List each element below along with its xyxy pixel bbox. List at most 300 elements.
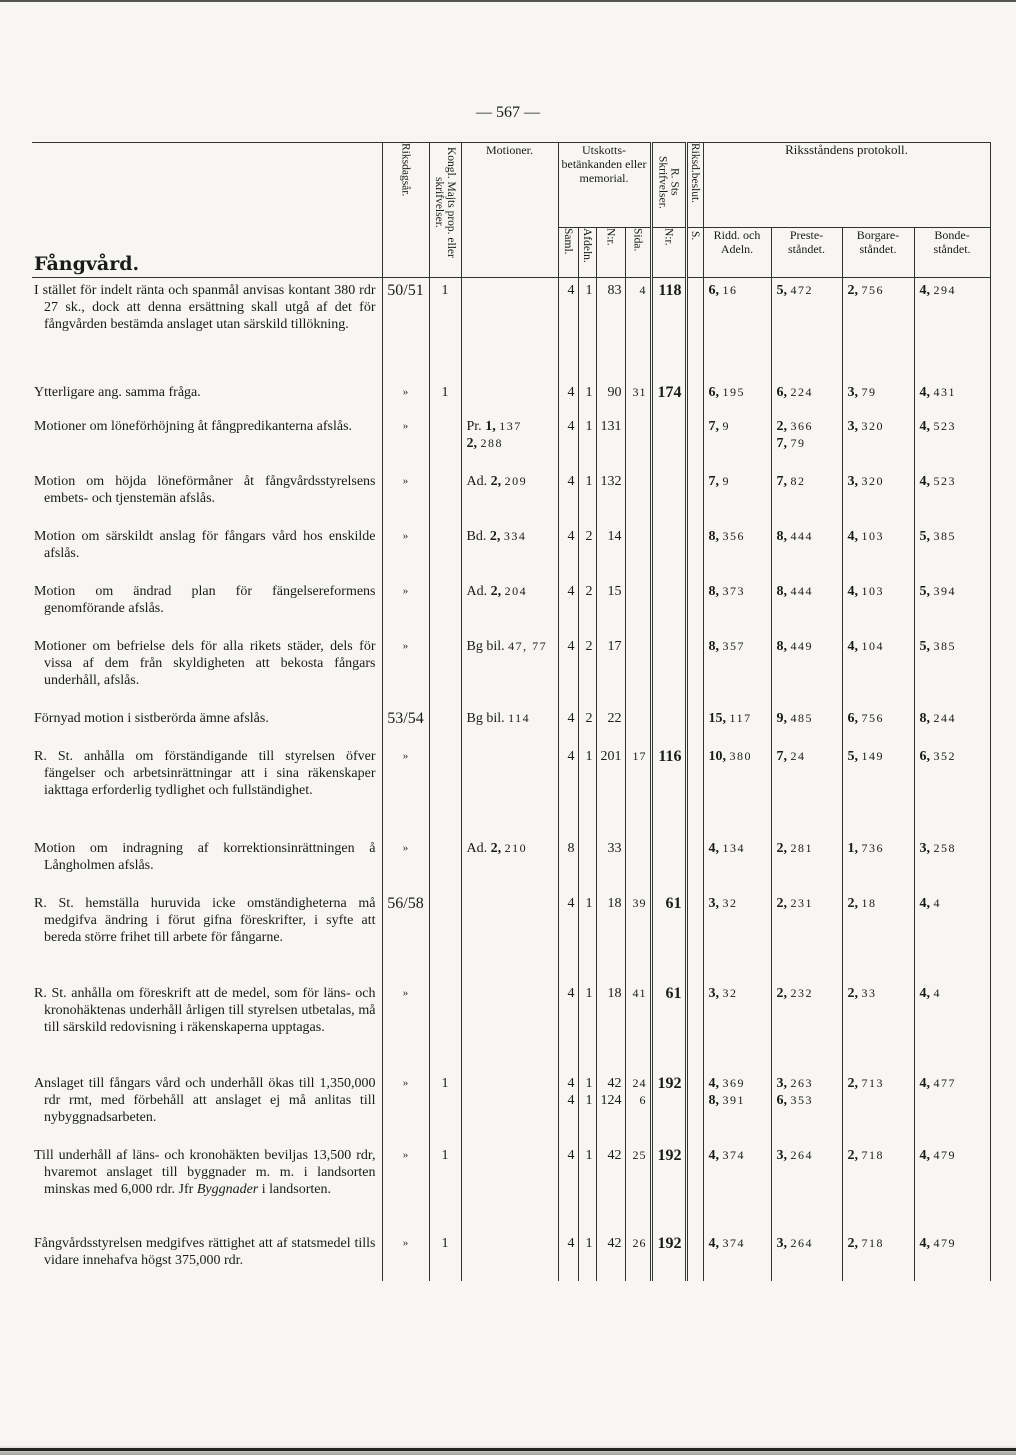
row-ridd-bold: 8, [708, 528, 720, 544]
row-description: Fångvårdsstyrelsen medgifves rättighet att af statsmedel tills vidare innehafva högst 375,000 rdr. [34, 1235, 376, 1268]
row-riksdbeslut-s [686, 278, 703, 380]
row-ridd [703, 579, 771, 634]
row-ridd [703, 414, 771, 469]
row-preste [771, 380, 842, 414]
row-ridd [703, 891, 771, 981]
row-motion-number: 47, 77 [508, 638, 548, 653]
row-sida-value: 25 [632, 1147, 647, 1162]
row-afdeln-value: 1 [585, 418, 593, 434]
header-sida-label: Sida. [631, 228, 644, 252]
row-nr [596, 1143, 625, 1231]
row-afdeln-value: 1 [585, 895, 593, 911]
row-sida-value: 4 [639, 283, 647, 297]
row-bonde-bold: 5, [919, 583, 931, 599]
row-sida-value: 41 [632, 985, 647, 1000]
row-riksdbeslut-s [686, 414, 703, 469]
row-sida [625, 1143, 651, 1231]
row-motioner [461, 706, 558, 744]
row-motion-number: 204 [504, 583, 528, 598]
row-ridd-number2: 391 [722, 1092, 746, 1107]
row-preste [771, 1231, 842, 1281]
row-preste-bold: 8, [776, 583, 788, 599]
row-preste-bold: 8, [776, 528, 788, 544]
row-afdeln [578, 1071, 596, 1143]
row-ridd-number: 16 [722, 283, 738, 297]
row-borgare-bold: 3, [847, 473, 859, 489]
row-ridd-bold: 4, [708, 1147, 720, 1163]
row-sida [625, 891, 651, 981]
row-preste-number: 24 [790, 748, 806, 763]
row-borgare-bold: 4, [847, 583, 859, 599]
row-borgare-number: 718 [861, 1147, 885, 1162]
header-afdeln-label: Afdeln. [581, 228, 593, 263]
row-riksdagsar-value: » [402, 529, 409, 542]
row-afdeln [578, 744, 596, 836]
row-motioner [461, 981, 558, 1071]
row-kongl [429, 524, 461, 579]
row-nr [596, 469, 625, 524]
row-riksdagsar-value: » [402, 1236, 409, 1249]
row-rsts-nr-value: 61 [665, 984, 682, 1002]
header-ridd: Ridd. och Adeln. [703, 228, 771, 278]
row-nr [596, 524, 625, 579]
row-ridd-number: 32 [722, 895, 738, 910]
row-preste [771, 1071, 842, 1143]
row-ridd-bold: 3, [708, 985, 720, 1001]
header-riksdbeslut [686, 143, 703, 228]
row-nr [596, 634, 625, 706]
row-ridd-bold: 6, [708, 283, 720, 298]
row-riksdagsar [382, 744, 429, 836]
row-bonde-bold: 5, [919, 638, 931, 654]
row-bonde-bold: 4, [919, 384, 931, 400]
row-preste-bold: 9, [776, 710, 788, 726]
header-riksdagsar-label: Riksdagsår. [399, 143, 412, 197]
row-saml [558, 1231, 578, 1281]
row-riksdbeslut-s [686, 634, 703, 706]
row-saml-value: 4 [567, 473, 575, 489]
row-ridd-number: 374 [722, 1235, 746, 1250]
row-sida [625, 469, 651, 524]
row-motioner [461, 524, 558, 579]
row-borgare-number: 756 [861, 710, 885, 725]
row-rsts-nr [651, 1071, 686, 1143]
row-riksdagsar [382, 469, 429, 524]
row-nr-value: 18 [607, 985, 622, 1001]
table-row [32, 836, 990, 891]
row-rsts-nr [651, 706, 686, 744]
row-ridd-number: 357 [722, 638, 746, 653]
row-ridd-bold: 7, [708, 418, 720, 434]
row-afdeln-value: 1 [585, 283, 593, 298]
row-ridd [703, 380, 771, 414]
row-riksdagsar [382, 1143, 429, 1231]
row-motion-prefix: Ad. [466, 473, 488, 489]
row-ridd-bold: 6, [708, 384, 720, 400]
row-afdeln-value: 1 [585, 1235, 593, 1251]
row-preste-bold: 8, [776, 638, 788, 654]
row-bonde [914, 1231, 990, 1281]
row-afdeln [578, 278, 596, 380]
row-kongl [429, 1231, 461, 1281]
row-preste-bold: 7, [776, 748, 788, 764]
row-rsts-nr [651, 981, 686, 1071]
row-bonde-number: 4 [933, 985, 942, 1000]
row-ridd-number: 134 [722, 840, 746, 855]
row-bonde-bold: 5, [919, 528, 931, 544]
row-sida [625, 634, 651, 706]
row-borgare-number: 33 [861, 985, 877, 1000]
row-ridd-bold: 4, [708, 840, 720, 856]
row-ridd [703, 469, 771, 524]
row-description: Till underhåll af läns- och kronohäkten beviljas 13,500 rdr, hvaremot anslaget till byggnader m. m. i landsorten minskas med 6,000 rdr. Jfr [34, 1147, 376, 1197]
row-preste-number: 485 [790, 710, 814, 725]
row-bonde [914, 981, 990, 1071]
row-saml [558, 380, 578, 414]
row-kongl [429, 634, 461, 706]
row-description-italic: Byggnader [196, 1181, 259, 1197]
row-borgare-number: 104 [861, 638, 885, 653]
row-preste [771, 634, 842, 706]
row-saml-value: 4 [567, 528, 575, 544]
row-borgare-bold: 4, [847, 638, 859, 654]
row-rsts-nr [651, 524, 686, 579]
row-sida [625, 524, 651, 579]
row-borgare-bold: 2, [847, 1075, 859, 1091]
row-rsts-nr [651, 1231, 686, 1281]
row-kongl [429, 469, 461, 524]
row-sida [625, 380, 651, 414]
row-borgare-number: 718 [861, 1235, 885, 1250]
row-bonde-bold: 4, [919, 895, 931, 911]
section-title-cell [32, 143, 382, 278]
row-preste [771, 1143, 842, 1231]
row-sida [625, 744, 651, 836]
row-nr-value: 22 [607, 710, 622, 726]
row-ridd [703, 1143, 771, 1231]
row-motion-prefix: Pr. [466, 418, 482, 434]
table-row [32, 981, 990, 1071]
row-riksdagsar [382, 1231, 429, 1281]
row-bonde-number: 523 [933, 418, 957, 433]
row-borgare-number: 320 [861, 473, 885, 488]
row-nr-value: 18 [607, 895, 622, 911]
row-preste-bold2: 7, [776, 435, 788, 451]
row-description: Motion om särskildt anslag för fångars vård hos enskilde afslås. [34, 528, 376, 561]
row-nr-value: 90 [607, 384, 622, 400]
row-bonde [914, 524, 990, 579]
row-nr [596, 414, 625, 469]
row-motioner [461, 380, 558, 414]
row-afdeln-value: 1 [585, 1075, 593, 1091]
row-description: Motioner om befrielse dels för alla rikets städer, dels för vissa af dem från skyldigheten att bekosta fångars underhåll, afslås. [34, 638, 376, 688]
row-kongl [429, 981, 461, 1071]
row-bonde-number: 479 [933, 1147, 957, 1162]
page-number: — 567 — [476, 104, 540, 121]
page-bottom-rule [0, 1448, 1016, 1451]
row-motion-prefix: Bd. [466, 528, 487, 544]
row-motion-prefix: Bg bil. [466, 638, 505, 654]
register-table-sheet [32, 142, 990, 1272]
row-riksdbeslut-s [686, 1231, 703, 1281]
row-saml-value: 4 [567, 710, 575, 726]
row-motioner [461, 1071, 558, 1143]
row-riksdbeslut-s [686, 1143, 703, 1231]
row-preste-number: 232 [790, 985, 814, 1000]
table-row [32, 1231, 990, 1281]
row-riksdbeslut-s [686, 744, 703, 836]
row-saml-value: 8 [567, 840, 575, 856]
table-row [32, 1071, 990, 1143]
row-bonde-bold: 4, [919, 985, 931, 1001]
row-bonde [914, 278, 990, 380]
header-utskotts: Utskotts- betänkanden eller memorial. [558, 143, 651, 228]
header-nr [596, 228, 625, 278]
header-rsts-label: R. Sts Skrifvelser. [656, 155, 681, 209]
row-bonde [914, 836, 990, 891]
row-preste-number: 444 [790, 583, 814, 598]
row-bonde [914, 1143, 990, 1231]
row-description: Förnyad motion i sistberörda ämne afslås. [34, 710, 269, 726]
row-sida [625, 1231, 651, 1281]
row-borgare-number: 149 [861, 748, 885, 763]
row-saml [558, 1071, 578, 1143]
row-borgare [842, 469, 914, 524]
row-kongl-value: 1 [441, 1235, 449, 1251]
row-preste-number: 444 [790, 528, 814, 543]
row-riksdbeslut-s [686, 891, 703, 981]
row-nr-value: 14 [607, 528, 622, 544]
row-saml [558, 836, 578, 891]
row-saml [558, 744, 578, 836]
row-rsts-nr [651, 744, 686, 836]
row-nr-value: 42 [607, 1147, 622, 1163]
row-kongl [429, 706, 461, 744]
row-sida-value2: 6 [639, 1092, 647, 1107]
row-ridd [703, 981, 771, 1071]
row-description: R. St. anhålla om förständigande till styrelsen öfver fängelser och arbetsinrättningar att i sina räkenskaper iakttaga erforderlig tydlighet och fullständighet. [34, 748, 376, 798]
row-description-cell [32, 414, 382, 469]
row-ridd [703, 744, 771, 836]
row-nr [596, 706, 625, 744]
row-riksdagsar-value: » [402, 474, 409, 487]
row-sida [625, 1071, 651, 1143]
row-riksdagsar [382, 981, 429, 1071]
row-preste [771, 891, 842, 981]
row-borgare [842, 744, 914, 836]
row-riksdbeslut-s [686, 380, 703, 414]
row-description-cell [32, 1071, 382, 1143]
row-description: Motion om höjda löneförmåner åt fångvårdsstyrelsens embets- och tjenstemän afslås. [34, 473, 376, 506]
row-kongl [429, 836, 461, 891]
row-afdeln-value2: 1 [585, 1092, 593, 1108]
row-description-cell [32, 579, 382, 634]
row-borgare-bold: 3, [847, 384, 859, 400]
row-kongl [429, 278, 461, 380]
row-sida [625, 981, 651, 1071]
row-saml-value: 4 [567, 895, 575, 911]
row-kongl [429, 744, 461, 836]
row-afdeln-value: 1 [585, 748, 593, 764]
header-kongl-label: Kongl. Majts prop. eller skrifvelser. [433, 146, 457, 258]
row-ridd-number: 9 [722, 473, 731, 488]
row-ridd-bold: 7, [708, 473, 720, 489]
row-kongl [429, 1071, 461, 1143]
row-borgare-number: 103 [861, 528, 885, 543]
row-afdeln [578, 524, 596, 579]
row-preste-number: 224 [790, 384, 814, 399]
row-description-cell [32, 469, 382, 524]
row-motioner [461, 1231, 558, 1281]
row-riksdagsar-value: » [402, 986, 409, 999]
row-motioner [461, 891, 558, 981]
row-kongl [429, 380, 461, 414]
row-afdeln-value: 2 [585, 638, 593, 654]
row-preste [771, 706, 842, 744]
row-description: Anslaget till fångars vård och underhåll ökas till 1,350,000 rdr rmt, med förbehåll att anslaget ej må anlitas till nybyggnadsarbeten. [34, 1075, 376, 1125]
row-rsts-nr [651, 579, 686, 634]
row-preste-bold: 5, [776, 283, 788, 298]
row-motioner [461, 579, 558, 634]
row-ridd-bold: 3, [708, 895, 720, 911]
row-description-cell [32, 1143, 382, 1231]
row-description-cell [32, 524, 382, 579]
section-title: Fångvård. [34, 253, 140, 275]
row-bonde-bold: 4, [919, 418, 931, 434]
row-bonde-bold: 4, [919, 1235, 931, 1251]
row-afdeln [578, 1231, 596, 1281]
row-afdeln-value: 2 [585, 710, 593, 726]
row-motioner [461, 414, 558, 469]
row-rsts-nr-value: 192 [657, 1146, 682, 1164]
table-row [32, 891, 990, 981]
row-ridd-bold: 10, [708, 748, 727, 764]
table-row [32, 634, 990, 706]
row-borgare-number: 18 [861, 895, 877, 910]
row-kongl [429, 891, 461, 981]
row-motion-number: 209 [504, 473, 528, 488]
row-ridd-number: 356 [722, 528, 746, 543]
row-afdeln-value: 2 [585, 528, 593, 544]
row-riksdagsar-value: » [402, 639, 409, 652]
row-preste-number: 281 [790, 840, 814, 855]
row-motioner [461, 469, 558, 524]
table-row [32, 524, 990, 579]
row-preste-bold: 2, [776, 895, 788, 911]
row-riksdbeslut-s [686, 836, 703, 891]
row-preste-number: 82 [790, 473, 806, 488]
row-riksdbeslut-s [686, 469, 703, 524]
row-afdeln [578, 414, 596, 469]
row-preste-bold: 3, [776, 1075, 788, 1091]
row-description: I stället för indelt ränta och spanmål anvisas kontant 380 rdr 27 sk., dock att denna ersättning skall utgå af det för fångvården bestämda anslaget utan särskild tillökning. [34, 283, 376, 332]
row-bonde-bold: 4, [919, 473, 931, 489]
row-motion-prefix: Bg bil. [466, 710, 505, 726]
row-ridd-bold2: 8, [708, 1092, 720, 1108]
row-description-cell [32, 380, 382, 414]
register-table [32, 142, 991, 1281]
row-borgare-number: 736 [861, 840, 885, 855]
row-bonde-number: 431 [933, 384, 957, 399]
row-bonde-bold: 8, [919, 710, 931, 726]
row-motion-number: 210 [504, 840, 528, 855]
header-riksdbeslut-label: Riksd.beslut. [689, 143, 702, 204]
row-riksdagsar [382, 706, 429, 744]
row-description: R. St. anhålla om föreskrift att de medel, som för läns- och kronohäktenas underhåll årligen till styrelsen utbetalas, må till särskild redovisning i räkenskaperna upptagas. [34, 985, 376, 1035]
row-bonde-number: 385 [933, 638, 957, 653]
row-saml [558, 706, 578, 744]
row-nr-value: 15 [607, 583, 622, 599]
row-rsts-nr [651, 469, 686, 524]
row-rsts-nr [651, 891, 686, 981]
row-riksdagsar-value: » [402, 749, 409, 762]
table-row [32, 278, 990, 380]
row-preste-number: 264 [790, 1147, 814, 1162]
header-riksdagsar [382, 143, 429, 278]
row-saml-value: 4 [567, 384, 575, 400]
row-riksdagsar [382, 524, 429, 579]
row-sida-value: 39 [632, 895, 647, 910]
row-ridd [703, 836, 771, 891]
row-preste-number: 366 [790, 418, 814, 433]
row-description-cell [32, 1231, 382, 1281]
row-saml [558, 469, 578, 524]
row-afdeln [578, 579, 596, 634]
row-bonde-number: 294 [933, 283, 957, 297]
header-preste: Preste- ståndet. [771, 228, 842, 278]
row-sida [625, 278, 651, 380]
row-bonde-number: 258 [933, 840, 957, 855]
row-kongl-value: 1 [441, 384, 449, 400]
row-bonde-number: 385 [933, 528, 957, 543]
row-ridd-number: 380 [729, 748, 753, 763]
row-ridd-number: 195 [722, 384, 746, 399]
row-riksdbeslut-s [686, 579, 703, 634]
row-preste-number: 231 [790, 895, 814, 910]
table-row [32, 1143, 990, 1231]
row-motioner [461, 634, 558, 706]
row-preste-number: 263 [790, 1075, 814, 1090]
row-preste [771, 981, 842, 1071]
row-ridd [703, 1231, 771, 1281]
row-riksdbeslut-s [686, 1071, 703, 1143]
row-saml [558, 414, 578, 469]
row-bonde-bold: 3, [919, 840, 931, 856]
row-borgare-bold: 4, [847, 528, 859, 544]
row-ridd [703, 1071, 771, 1143]
row-riksdagsar [382, 836, 429, 891]
row-description-cell [32, 836, 382, 891]
row-riksdagsar [382, 891, 429, 981]
row-motion-number: 334 [503, 528, 527, 543]
row-ridd [703, 524, 771, 579]
row-description: Motioner om löneförhöjning åt fångpredikanterna afslås. [34, 418, 353, 434]
row-ridd-bold: 15, [708, 710, 727, 726]
row-kongl [429, 579, 461, 634]
row-bonde [914, 1071, 990, 1143]
row-borgare [842, 634, 914, 706]
row-borgare [842, 891, 914, 981]
row-nr-value: 17 [607, 638, 622, 654]
header-saml-label: Saml. [562, 228, 574, 255]
row-riksdagsar-value: » [402, 385, 409, 398]
row-bonde-number: 523 [933, 473, 957, 488]
row-borgare-bold: 1, [847, 840, 859, 856]
row-nr [596, 1231, 625, 1281]
row-bonde-bold: 4, [919, 1147, 931, 1163]
row-borgare-number: 79 [861, 384, 877, 399]
row-saml [558, 1143, 578, 1231]
